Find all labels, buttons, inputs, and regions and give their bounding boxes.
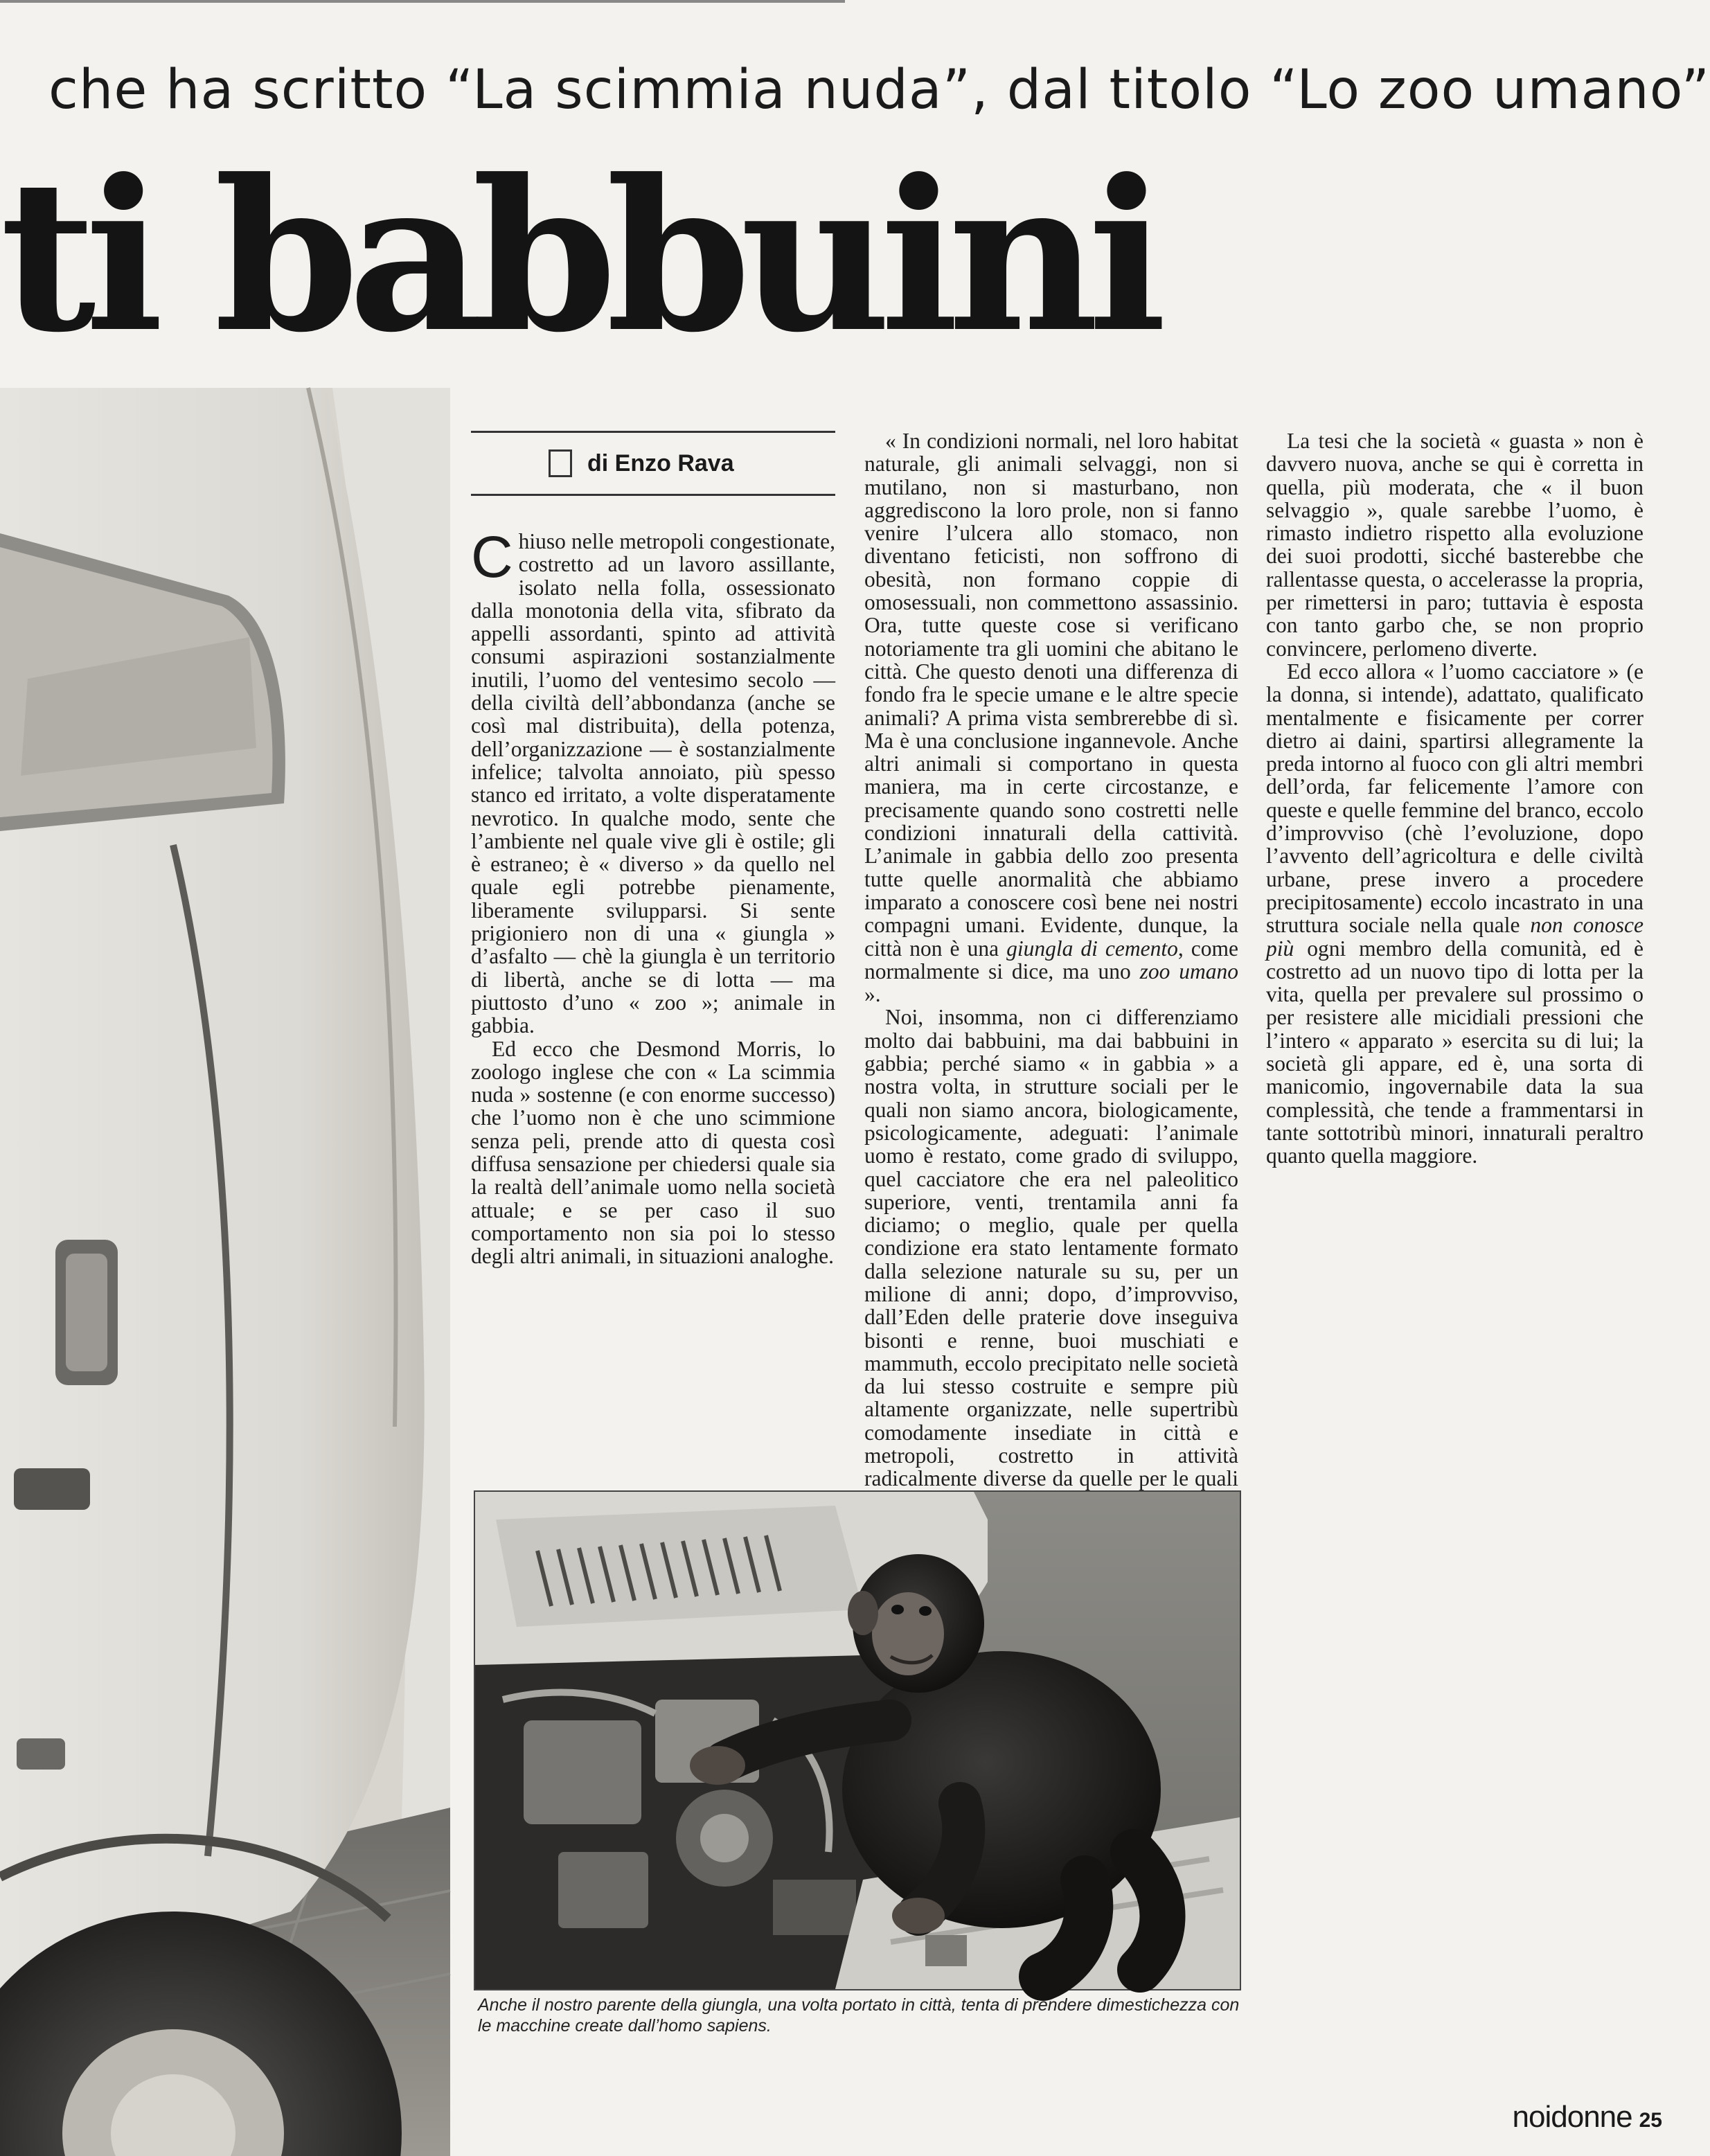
byline-author: di Enzo Rava: [587, 449, 734, 476]
page-folio: [1482, 2100, 1662, 2135]
italic-phrase: giungla di cemento: [1006, 936, 1178, 961]
magazine-name: noidonne: [1512, 2100, 1632, 2134]
article-paragraph-5: La tesi che la società « guasta » non è davvero nuova, anche se qui è corretta in quella, più moderata, che « il buon selvaggio », quale sarebbe l’uomo, è rimasto indietro rispetto alla evoluzione dei suoi prodotti, sicché basterebbe che rallentasse questa, o accelerasse la propria, per rimettersi in paro; tuttavia è esposta con tanto garbo che, se non proprio convincere, perlomeno diverte.: [1266, 429, 1644, 661]
article-paragraph-3: « In condizioni normali, nel loro habitat naturale, gli animali selvaggi, non si mutilano, non si masturbano, non aggrediscono la loro prole, non si fanno venire l’ulcera allo stomaco, non diventano feticisti, non soffrono di obesità, non formano coppie di omosessuali, non commettono assassinio. Ora, tutte queste cose si verificano notoriamente tra gli uomini che abitano le città. Che questo denoti una differenza di fondo fra le specie umane e le altre specie animali? A prima vista sembrerebbe di sì. Ma è una conclusione ingannevole. Anche altri animali si comportano in questa maniera, ma in certe circostanze, e precisamente quando sono costretti nelle condizioni innaturali della cattività. L’animale in gabbia dello zoo presenta tutte quelle anormalità che abbiamo imparato a conoscere così bene nei nostri compagni umani. Evidente, dunque, la città non è una giungla di cemento, come normalmente si dice, ma uno zoo umano ».: [864, 429, 1239, 1007]
italic-phrase: non conosce più: [1266, 913, 1644, 961]
byline: [471, 431, 835, 496]
article-paragraph-2: Ed ecco che Desmond Morris, lo zoologo inglese che con « La scimmia nuda » sostenne (e con enorme successo) che l’uomo non è che uno scimmione senza peli, prende atto di questa così diffusa sensazione per chiedersi quale sia la realtà dell’animale uomo nella società attuale; e se per caso il suo comportamento non sia poi lo stesso degli altri animali, in situazioni analoghe.: [471, 1036, 835, 1269]
headline-kicker: che ha scritto “La scimmia nuda”, dal titolo “Lo zoo umano”: [48, 59, 1710, 121]
chimpanzee-engine-photo: [474, 1490, 1241, 1990]
article-paragraph-6: Ed ecco allora « l’uomo cacciatore » (e la donna, si intende), adattato, qualificato mentalmente e fisicamente per correr dietro ai daini, spartirsi allegramente la preda intorno al fuoco con gli altri membri dell’orda, far felicemente l’amore con queste e quelle femmine del branco, eccolo d’improvviso (chè l’evoluzione, dopo l’avvento dell’agricoltura e delle civiltà urbane, prese invero a procedere precipitosamente) eccolo incastrato in una struttura sociale nella quale non conosce più ogni membro della comunità, ed è costretto ad un nuovo tipo di lotta per la vita, quella per prevalere sul prossimo o per resistere alle micidiali pressioni che l’intero « apparato » esercita su di lui; la società gli appare, ed è, una sorta di manicomio, ingovernabile data la sua complessità, che tende a frammentarsi in tante sottotribù minori, innaturali peraltro quanto quella maggiore.: [1266, 659, 1644, 1168]
headline: ti babbuini: [0, 134, 1156, 378]
article-column-1: [471, 524, 835, 1451]
byline-square-icon: [549, 449, 572, 477]
article-paragraph-4: Noi, insomma, non ci differenziamo molto dai babbuini, ma dai babbuini in gabbia; perché siamo « in gabbia » a nostra volta, in strutture sociali per le quali non siamo ancora, biologicamente, psicologicamente, adeguati: l’animale uomo è restato, come grado di sviluppo, quel cacciatore che era nel paleolitico superiore, venti, trentamila anni fa diciamo; o meglio, quale per quella condizione era stato lentamente formato dalla selezione naturale su su, per un milione di anni; dopo, d’improvviso, dall’Eden delle praterie dove inseguiva bisonti e renne, buoi muschiati e mammuth, eccolo precipitato nelle società da lui stesso costruite e sempre più altamente organizzate, nelle supertribù comodamente insediate in città e metropoli, costretto in attività radicalmente diverse da quelle per le quali: [864, 1005, 1238, 1491]
page-number: 25: [1639, 2109, 1662, 2132]
top-rule: [0, 0, 845, 3]
drop-cap: C: [471, 524, 513, 589]
car-door-photo: [0, 388, 450, 2156]
photo-caption: Anche il nostro parente della giungla, una volta portato in città, tenta di prendere dimestichezza con le macchine create dall’homo sapiens.: [478, 1995, 1240, 2035]
article-column-2: [864, 429, 1239, 1491]
article-paragraph-1: Chiuso nelle metropoli congestionate, costretto ad un lavoro assillante, isolato nella folla, ossessionato dalla monotonia della vita, sfibrato da appelli assordanti, spinto ad attività consumi aspirazioni sostanzialmente inutili, l’uomo del ventesimo secolo — della civiltà dell’abbondanza (anche se così mal distribuita), della potenza, dell’organizzazione — è sostanzialmente infelice; talvolta annoiato, più spesso stanco ed irritato, a volte disperatamente nevrotico. In qualche modo, sente che l’ambiente nel quale vive gli è ostile; gli è estraneo; è « diverso » da quello nel quale egli potrebbe pienamente, liberamente svilupparsi. Si sente prigioniero non di una « giungla » d’asfalto — chè la giungla è un territorio di libertà, anche se di lotta — ma piuttosto d’uno « zoo »; animale in gabbia.: [471, 524, 835, 1038]
article-column-3: [1266, 429, 1644, 2050]
italic-phrase: zoo umano: [1139, 959, 1238, 983]
